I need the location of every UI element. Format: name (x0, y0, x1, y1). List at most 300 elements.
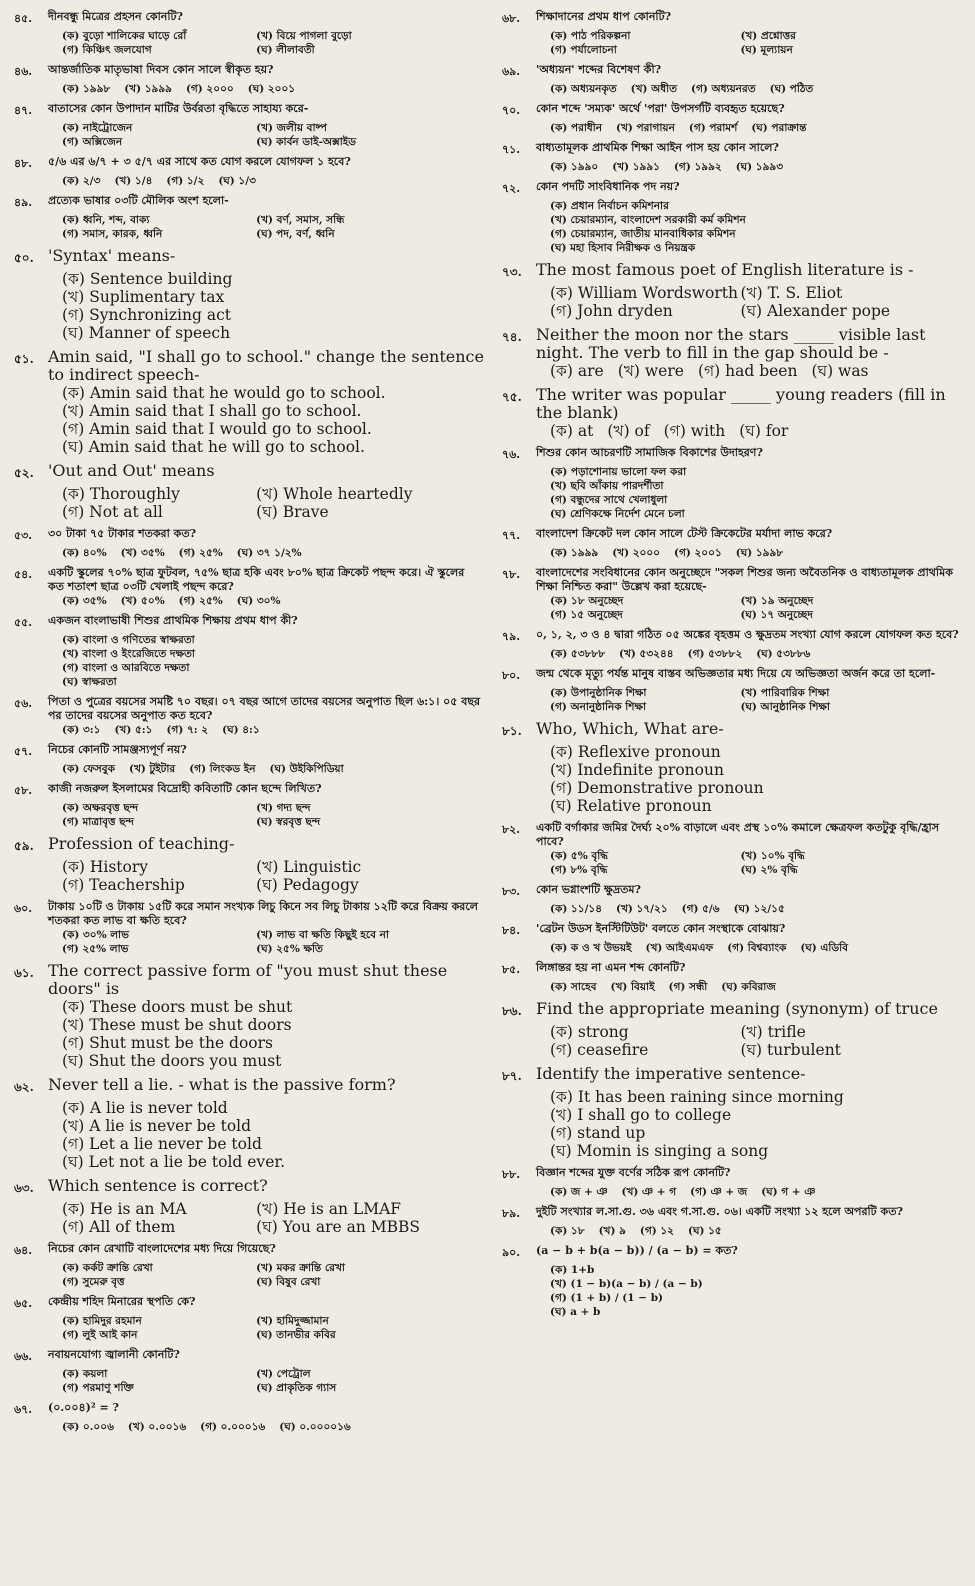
question-stem: পিতা ও পুত্রের বয়সের সমষ্টি ৭০ বছর। ০৭ বছর আগে তাদের বয়সের অনুপাত ছিল ৬:১। ০৫ বছর পর তাদের বয়সের অনুপাত কত হবে? (48, 695, 481, 722)
question-item (502, 667, 964, 714)
question-item (502, 261, 964, 320)
question-head (14, 63, 484, 82)
answer-option: (খ) ১৯৯১ (612, 161, 660, 173)
question-options (502, 29, 964, 57)
question-number: ৫০. (14, 251, 34, 265)
answer-option: (খ) of (607, 422, 650, 440)
question-number: ৬৬. (14, 1350, 33, 1363)
question-head (502, 566, 964, 594)
answer-option: (ক) পাঠ পরিকল্পনা (550, 30, 631, 42)
question-stem: 'ব্রেটন উডস ইনস্টিটিউট' বলতে কোন সংস্থাকে বোঝায়? (536, 922, 786, 935)
question-number: ৪৭. (14, 104, 33, 117)
answer-option: (ক) ১৯৯০ (550, 161, 599, 173)
question-options (14, 998, 484, 1070)
question-stem: Which sentence is correct? (48, 1176, 268, 1195)
answer-option: (ঘ) Brave (256, 503, 329, 521)
question-number: ৪৯. (14, 196, 33, 209)
answer-option: (গ) John dryden (550, 302, 673, 320)
question-item (502, 326, 964, 380)
answer-option: (ক) A lie is never told (62, 1099, 228, 1117)
question-number: ৫৯. (14, 839, 34, 853)
answer-option: (খ) চেয়ারম্যান, বাংলাদেশ সরকারী কর্ম কমিশন (550, 214, 746, 226)
answer-option: (ঘ) Amin said that he will go to school. (62, 438, 365, 456)
answer-option: (খ) বিয়াই (610, 981, 655, 993)
question-stem: বাংলাদেশের সংবিধানের কোন অনুচ্ছেদে "সকল শিশুর জন্য অবৈতনিক ও বাধ্যতামূলক প্রাথমিক শিক্ষা নিশ্চিত করা" উল্লেখ করা হয়েছে- (536, 566, 953, 593)
question-head (502, 10, 964, 29)
answer-option: (ঘ) ২০০১ (247, 83, 296, 95)
question-options (502, 422, 964, 440)
question-head (502, 1166, 964, 1185)
answer-option: (খ) ১৯ অনুচ্ছেদ (740, 595, 814, 607)
question-number: ৫৮. (14, 784, 33, 797)
question-head (502, 1000, 964, 1023)
answer-option: (গ) ১৯৯২ (673, 161, 722, 173)
answer-option: (ঘ) এডিবি (800, 942, 848, 954)
answer-option: (খ) ৯ (598, 1225, 626, 1237)
question-stem: ০, ১, ২, ৩ ও ৪ দ্বারা গঠিত ০৫ অঙ্কের বৃহত্তম ও ক্ষুদ্রতম সংখ্যা যোগ করলে যোগফল কত হবে? (536, 628, 959, 641)
question-stem: কেন্দ্রীয় শহিদ মিনারের স্থপতি কে? (48, 1295, 196, 1308)
question-number: ৫২. (14, 466, 34, 480)
answer-option: (ক) ৫৩৮৮৮ (550, 648, 606, 660)
answer-option: (গ) Shut must be the doors (62, 1034, 273, 1052)
answer-option: (ঘ) was (811, 362, 869, 380)
answer-option: (খ) বিয়ে পাগলা বুড়ো (256, 30, 352, 42)
question-head (502, 261, 964, 284)
question-item (14, 155, 484, 188)
question-head (502, 1244, 964, 1263)
answer-option: (ঘ) ১/৩ (218, 175, 256, 187)
question-item (502, 1166, 964, 1199)
question-head (502, 102, 964, 121)
question-stem: কাজী নজরুল ইসলামের বিদ্রোহী কবিতাটি কোন ছন্দে লিখিত? (48, 782, 322, 795)
question-number: ৭৪. (502, 330, 522, 344)
answer-option: (ক) উপানুষ্ঠানিক শিক্ষা (550, 687, 647, 699)
answer-option: (গ) বাংলা ও আরবিতে দক্ষতা (62, 662, 190, 674)
question-stem: বিজ্ঞান শব্দের যুক্ত বর্ণের সঠিক রূপ কোনটি? (536, 1166, 731, 1179)
answer-option: (গ) Synchronizing act (62, 306, 231, 324)
question-item (14, 462, 484, 521)
answer-option: (খ) Linguistic (256, 858, 362, 876)
question-head (502, 922, 964, 941)
question-stem: শিশুর কোন আচরণটি সামাজিক বিকাশের উদাহরণ? (536, 446, 763, 459)
question-head (14, 782, 484, 801)
question-head (14, 566, 484, 594)
answer-option: (খ) ২০০০ (612, 547, 660, 559)
answer-option: (খ) ১৭/২১ (616, 903, 668, 915)
question-number: ৫৩. (14, 529, 33, 542)
question-head (502, 720, 964, 743)
answer-option: (গ) সমাস, কারক, ধ্বনি (62, 228, 163, 240)
question-head (14, 194, 484, 213)
answer-option: (ঘ) উইকিপিডিয়া (269, 763, 344, 775)
answer-option: (ক) কয়লা (62, 1368, 108, 1380)
answer-option: (খ) ঞ + গ (621, 1186, 677, 1198)
question-options (14, 29, 484, 57)
answer-option: (ক) ১১/১৪ (550, 903, 603, 915)
answer-option: (ঘ) মহা হিসাব নিরীক্ষক ও নিয়ন্ত্রক (550, 242, 696, 254)
answer-option: (গ) All of them (62, 1218, 176, 1236)
answer-option: (খ) He is an LMAF (256, 1200, 402, 1218)
answer-option: (গ) stand up (550, 1124, 646, 1142)
question-item (14, 102, 484, 149)
answer-option: (ক) অধ্যয়নকৃত (550, 83, 617, 95)
answer-option: (ক) Amin said that he would go to school. (62, 384, 386, 402)
answer-option: (ক) নাইট্রোজেন (62, 122, 133, 134)
answer-option: (ক) ৫% বৃদ্ধি (550, 850, 608, 862)
answer-option: (ঘ) ১৫ (688, 1225, 722, 1237)
answer-option: (গ) সুমেরু বৃত্ত (62, 1276, 125, 1288)
answer-option: (ঘ) গ + ঞ (761, 1186, 816, 1198)
answer-option: (ঘ) You are an MBBS (256, 1218, 421, 1236)
question-number: ৮৫. (502, 963, 521, 976)
answer-option: (ঘ) ১৯৯৮ (735, 547, 784, 559)
question-options (14, 1261, 484, 1289)
answer-option: (ক) Thoroughly (62, 485, 180, 503)
question-options (14, 121, 484, 149)
question-head (502, 63, 964, 82)
answer-option: (খ) হামিদুজ্জামান (256, 1315, 329, 1327)
answer-option: (গ) ceasefire (550, 1041, 649, 1059)
question-stem: (a − b + b(a − b)) / (a − b) = কত? (536, 1244, 738, 1257)
question-number: ৮৮. (502, 1168, 521, 1181)
question-item (14, 743, 484, 776)
question-stem: একজন বাংলাভাষী শিশুর প্রাথমিক শিক্ষায় প্রথম ধাপ কী? (48, 614, 298, 627)
question-options (502, 647, 964, 661)
answer-option: (গ) সন্ধী (668, 981, 708, 993)
question-number: ৬৭. (14, 1403, 33, 1416)
question-number: ৮১. (502, 724, 522, 738)
question-stem: লিঙ্গান্তর হয় না এমন শব্দ কোনটি? (536, 961, 686, 974)
answer-option: (ঘ) ৪:১ (222, 724, 260, 736)
question-item (502, 63, 964, 96)
question-stem: কোন পদটি সাংবিধানিক পদ নয়? (536, 180, 680, 193)
question-number: ৫৫. (14, 616, 33, 629)
left-column (14, 10, 484, 1440)
question-stem: টাকায় ১০টি ও টাকায় ১৫টি করে সমান সংখ্যক লিচু কিনে সব লিচু টাকায় ১২টি করে বিক্রয় করলে শতকরা কত লাভ বা ক্ষতি হবে? (48, 900, 478, 927)
question-stem: 'Syntax' means- (48, 246, 176, 265)
question-item (14, 527, 484, 560)
answer-option: (গ) ২৫% লাভ (62, 943, 129, 955)
question-stem: একটি স্কুলের ৭০% ছাত্র ফুটবল, ৭৫% ছাত্র হকি এবং ৮০% ছাত্র ক্রিকেট পছন্দ করে। ঐ স্কুলের কত শতাংশ ছাত্র ০৩টি খেলাই পছন্দ করে? (48, 566, 465, 593)
question-item (14, 962, 484, 1070)
question-number: ৪৬. (14, 65, 33, 78)
question-head (14, 102, 484, 121)
question-options (14, 633, 484, 689)
question-item (14, 1242, 484, 1289)
answer-option: (ঘ) ২% বৃদ্ধি (740, 864, 798, 876)
answer-option: (খ) Suplimentary tax (62, 288, 225, 306)
answer-option: (ক) These doors must be shut (62, 998, 293, 1016)
answer-option: (গ) ঞ + জ (690, 1186, 748, 1198)
answer-option: (গ) ২৫% (178, 595, 223, 607)
answer-option: (গ) ৫/৬ (681, 903, 720, 915)
question-options (502, 199, 964, 255)
answer-option: (ঘ) ২৫% ক্ষতি (256, 943, 323, 955)
answer-option: (খ) ৫:১ (114, 724, 153, 736)
question-stem: দীনবন্ধু মিত্রের প্রহসন কোনটি? (48, 10, 183, 23)
question-number: ৫১. (14, 352, 34, 366)
answer-option: (গ) ২৫% (178, 547, 223, 559)
answer-option: (খ) লাভ বা ক্ষতি কিছুই হবে না (256, 929, 389, 941)
question-stem: The most famous poet of English literature is - (536, 260, 914, 279)
question-head (14, 1295, 484, 1314)
question-options (14, 762, 484, 776)
answer-option: (ঘ) Manner of speech (62, 324, 231, 342)
answer-option: (ক) জ + ঞ (550, 1186, 608, 1198)
answer-option: (গ) অধ্যয়নরত (691, 83, 756, 95)
answer-option: (ক) ক ও খ উভয়ই (550, 942, 632, 954)
answer-option: (গ) Not at all (62, 503, 163, 521)
question-number: ৭৭. (502, 529, 521, 542)
question-head (14, 527, 484, 546)
question-stem: নিচের কোনটি সামঞ্জস্যপূর্ণ নয়? (48, 743, 187, 756)
question-number: ৬০. (14, 902, 33, 915)
question-stem: বাংলাদেশ ক্রিকেট দল কোন সালে টেস্ট ক্রিকেটের মর্যাদা লাভ করে? (536, 527, 833, 540)
answer-option: (গ) পর্যালোচনা (550, 44, 617, 56)
question-item (14, 1401, 484, 1434)
question-stem: Identify the imperative sentence- (536, 1064, 806, 1083)
answer-option: (ঘ) বিষুব রেখা (256, 1276, 321, 1288)
question-number: ৭৩. (502, 265, 522, 279)
question-item (502, 180, 964, 255)
question-number: ৬১. (14, 966, 34, 980)
question-head (502, 961, 964, 980)
answer-option: (ক) ৪০% (62, 547, 107, 559)
answer-option: (ঘ) স্বাক্ষরতা (62, 676, 117, 688)
answer-option: (ক) বাংলা ও গণিতের স্বাক্ষরতা (62, 634, 195, 646)
question-item (14, 695, 484, 737)
answer-option: (খ) টুইটার (129, 763, 176, 775)
answer-option: (ঘ) মূল্যায়ন (740, 44, 793, 56)
answer-option: (গ) বিশ্বব্যাংক (727, 942, 787, 954)
question-head (14, 10, 484, 29)
answer-option: (ঘ) আনুষ্ঠানিক শিক্ষা (740, 701, 830, 713)
answer-option: (খ) A lie is never be told (62, 1117, 252, 1135)
answer-option: (খ) ১০% বৃদ্ধি (740, 850, 805, 862)
question-head (14, 155, 484, 174)
answer-option: (খ) বাংলা ও ইংরেজিতে দক্ষতা (62, 648, 195, 660)
answer-option: (ক) It has been raining since morning (550, 1088, 844, 1106)
question-item (502, 446, 964, 521)
question-options (14, 1420, 484, 1434)
answer-option: (খ) ১/৪ (114, 175, 153, 187)
answer-option: (গ) had been (697, 362, 798, 380)
answer-option: (খ) পারিবারিক শিক্ষা (740, 687, 830, 699)
answer-option: (ঘ) ৩৭ ১/২% (236, 547, 302, 559)
question-number: ৮০. (502, 669, 521, 682)
question-number: ৮৩. (502, 885, 521, 898)
question-number: ৭৬. (502, 448, 521, 461)
question-head (502, 141, 964, 160)
answer-option: (ঘ) পদ, বর্ণ, ধ্বনি (256, 228, 335, 240)
answer-option: (গ) with (663, 422, 726, 440)
question-head (14, 1401, 484, 1420)
answer-option: (ঘ) ১৯৯৩ (735, 161, 784, 173)
question-item (502, 141, 964, 174)
question-number: ৮৬. (502, 1004, 522, 1018)
answer-option: (ক) ধ্বনি, শব্দ, বাক্য (62, 214, 150, 226)
question-options (14, 270, 484, 342)
question-stem: (০.০০৪)² = ? (48, 1401, 119, 1414)
answer-option: (গ) ৭: ২ (166, 724, 209, 736)
answer-option: (ক) পড়াশোনায় ভালো ফল করা (550, 466, 687, 478)
question-options (14, 723, 484, 737)
question-head (502, 446, 964, 465)
answer-option: (ঘ) ১২/১৫ (733, 903, 785, 915)
question-options (502, 82, 964, 96)
answer-option: (গ) পরমাণু শক্তি (62, 1382, 134, 1394)
question-item (14, 247, 484, 342)
question-item (14, 348, 484, 456)
answer-option: (ঘ) Shut the doors you must (62, 1052, 282, 1070)
question-number: ৭৯. (502, 630, 521, 643)
question-options (14, 384, 484, 456)
answer-option: (ক) ৩:১ (62, 724, 101, 736)
answer-option: (গ) ০.০০০১৬ (200, 1421, 266, 1433)
question-number: ৬৪. (14, 1244, 33, 1257)
question-options (14, 213, 484, 241)
question-item (502, 720, 964, 815)
answer-option: (গ) অক্সিজেন (62, 136, 123, 148)
answer-option: (খ) জলীয় বাষ্প (256, 122, 327, 134)
question-item (502, 628, 964, 661)
question-options (502, 546, 964, 560)
question-item (502, 1065, 964, 1160)
question-item (502, 961, 964, 994)
question-stem: Neither the moon nor the stars _____ visible last night. The verb to fill in the gap should be - (536, 325, 926, 362)
question-stem: ৫/৬ এর ৬/৭ + ৩ ৫/৭ এর সাথে কত যোগ করলে যোগফল ১ হবে? (48, 155, 351, 168)
question-item (502, 566, 964, 622)
answer-option: (গ) ২০০০ (185, 83, 234, 95)
question-stem: বাতাসের কোন উপাদান মাটির উর্বরতা বৃদ্ধিতে সাহায্য করে- (48, 102, 309, 115)
answer-option: (খ) Amin said that I shall go to school. (62, 402, 362, 420)
answer-option: (ক) ২/৩ (62, 175, 101, 187)
question-stem: কোন ভগ্নাংশটি ক্ষুদ্রতম? (536, 883, 641, 896)
question-head (14, 1076, 484, 1099)
answer-option: (ক) William Wordsworth (550, 284, 738, 302)
answer-option: (ক) 1+b (550, 1264, 595, 1276)
question-item (14, 1076, 484, 1171)
question-item (14, 1295, 484, 1342)
question-stem: The writer was popular _____ young readers (fill in the blank) (536, 385, 946, 422)
answer-option: (গ) অনানুষ্ঠানিক শিক্ষা (550, 701, 647, 713)
answer-option: (ঘ) ০.০০০০১৬ (279, 1421, 351, 1433)
answer-option: (ঘ) ৫৩৮৮৬ (756, 648, 811, 660)
question-options (14, 801, 484, 829)
answer-option: (ক) Reflexive pronoun (550, 743, 721, 761)
answer-option: (ঘ) ৩০% (236, 595, 281, 607)
answer-option: (গ) চেয়ারম্যান, জাতীয় মানবাধিকার কমিশন (550, 228, 736, 240)
answer-option: (গ) Teachership (62, 876, 185, 894)
question-stem: আন্তর্জাতিক মাতৃভাষা দিবস কোন সালে স্বীকৃত হয়? (48, 63, 274, 76)
question-item (14, 1177, 484, 1236)
answer-option: (খ) were (617, 362, 684, 380)
question-head (14, 835, 484, 858)
question-number: ৮৭. (502, 1069, 522, 1083)
question-stem: শিক্ষাদানের প্রথম ধাপ কোনটি? (536, 10, 672, 23)
answer-option: (ক) He is an MA (62, 1200, 187, 1218)
answer-option: (গ) ১৫ অনুচ্ছেদ (550, 609, 623, 621)
question-number: ৬৯. (502, 65, 521, 78)
question-head (502, 667, 964, 686)
answer-option: (ঘ) Pedagogy (256, 876, 359, 894)
question-number: ৬৩. (14, 1181, 34, 1195)
answer-option: (ঘ) turbulent (740, 1041, 841, 1059)
question-options (502, 121, 964, 135)
answer-option: (গ) কিঞ্চিৎ জলযোগ (62, 44, 152, 56)
answer-option: (ক) at (550, 422, 594, 440)
question-options (14, 1099, 484, 1171)
question-stem: বাধ্যতামূলক প্রাথমিক শিক্ষা আইন পাস হয় কোন সালে? (536, 141, 779, 154)
question-head (14, 1348, 484, 1367)
question-number: ৬৫. (14, 1297, 33, 1310)
question-head (14, 962, 484, 998)
answer-option: (খ) Whole heartedly (256, 485, 413, 503)
question-stem: কোন শব্দে 'সম্যক' অর্থে 'পরা' উপসর্গটি ব্যবহৃত হয়েছে? (536, 102, 785, 115)
answer-option: (ক) Sentence building (62, 270, 233, 288)
answer-option: (ঘ) পঠিত (769, 83, 814, 95)
question-options (14, 1367, 484, 1395)
question-head (502, 527, 964, 546)
question-head (502, 386, 964, 422)
answer-option: (গ) ২০০১ (674, 547, 722, 559)
answer-option: (ক) History (62, 858, 149, 876)
question-number: ৫৪. (14, 568, 33, 581)
question-head (14, 348, 484, 384)
answer-option: (গ) Amin said that I would go to school. (62, 420, 372, 438)
question-options (502, 1185, 964, 1199)
question-stem: Profession of teaching- (48, 834, 235, 853)
answer-option: (ঘ) Alexander pope (740, 302, 891, 320)
answer-option: (গ) লিংকড ইন (189, 763, 256, 775)
question-head (14, 900, 484, 928)
question-stem: দুইটি সংখ্যার ল.সা.গু. ৩৬ এবং গ.সা.গু. ০৬। একটি সংখ্যা ১২ হলে অপরটি কত? (536, 1205, 903, 1218)
answer-option: (খ) (1 − b)(a − b) / (a − b) (550, 1278, 703, 1290)
answer-option: (ঘ) তানভীর কবির (256, 1329, 336, 1341)
question-head (502, 628, 964, 647)
answer-option: (ক) অক্ষরবৃত্ত ছন্দ (62, 802, 139, 814)
question-head (14, 743, 484, 762)
answer-option: (খ) আইএমএফ (645, 942, 714, 954)
answer-option: (ঘ) কবিরাজ (721, 981, 776, 993)
answer-option: (ঘ) for (739, 422, 789, 440)
question-item (14, 900, 484, 956)
question-number: ৯০. (502, 1246, 521, 1259)
answer-option: (ঘ) পরাক্রান্ত (751, 122, 807, 134)
question-options (502, 743, 964, 815)
answer-option: (গ) ১/২ (166, 175, 205, 187)
question-item (14, 782, 484, 829)
answer-option: (গ) মাত্রাবৃত্ত ছন্দ (62, 816, 134, 828)
question-number: ৪৫. (14, 12, 33, 25)
question-head (14, 462, 484, 485)
answer-option: (খ) বর্ণ, সমাস, সন্ধি (256, 214, 345, 226)
question-options (502, 465, 964, 521)
answer-option: (গ) ১২ (639, 1225, 675, 1237)
question-number: ৫৭. (14, 745, 33, 758)
question-options (14, 82, 484, 96)
answer-option: (ঘ) Let not a lie be told ever. (62, 1153, 285, 1171)
answer-option: (ক) ১৮ (550, 1225, 585, 1237)
question-options (502, 284, 964, 320)
question-number: ৫৬. (14, 697, 33, 710)
question-item (502, 1000, 964, 1059)
question-number: ৪৮. (14, 157, 33, 170)
answer-option: (খ) I shall go to college (550, 1106, 732, 1124)
answer-option: (ক) কর্কট ক্রান্তি রেখা (62, 1262, 153, 1274)
question-stem: 'অধ্যয়ন' শব্দের বিশেষণ কী? (536, 63, 662, 76)
question-options (14, 594, 484, 608)
